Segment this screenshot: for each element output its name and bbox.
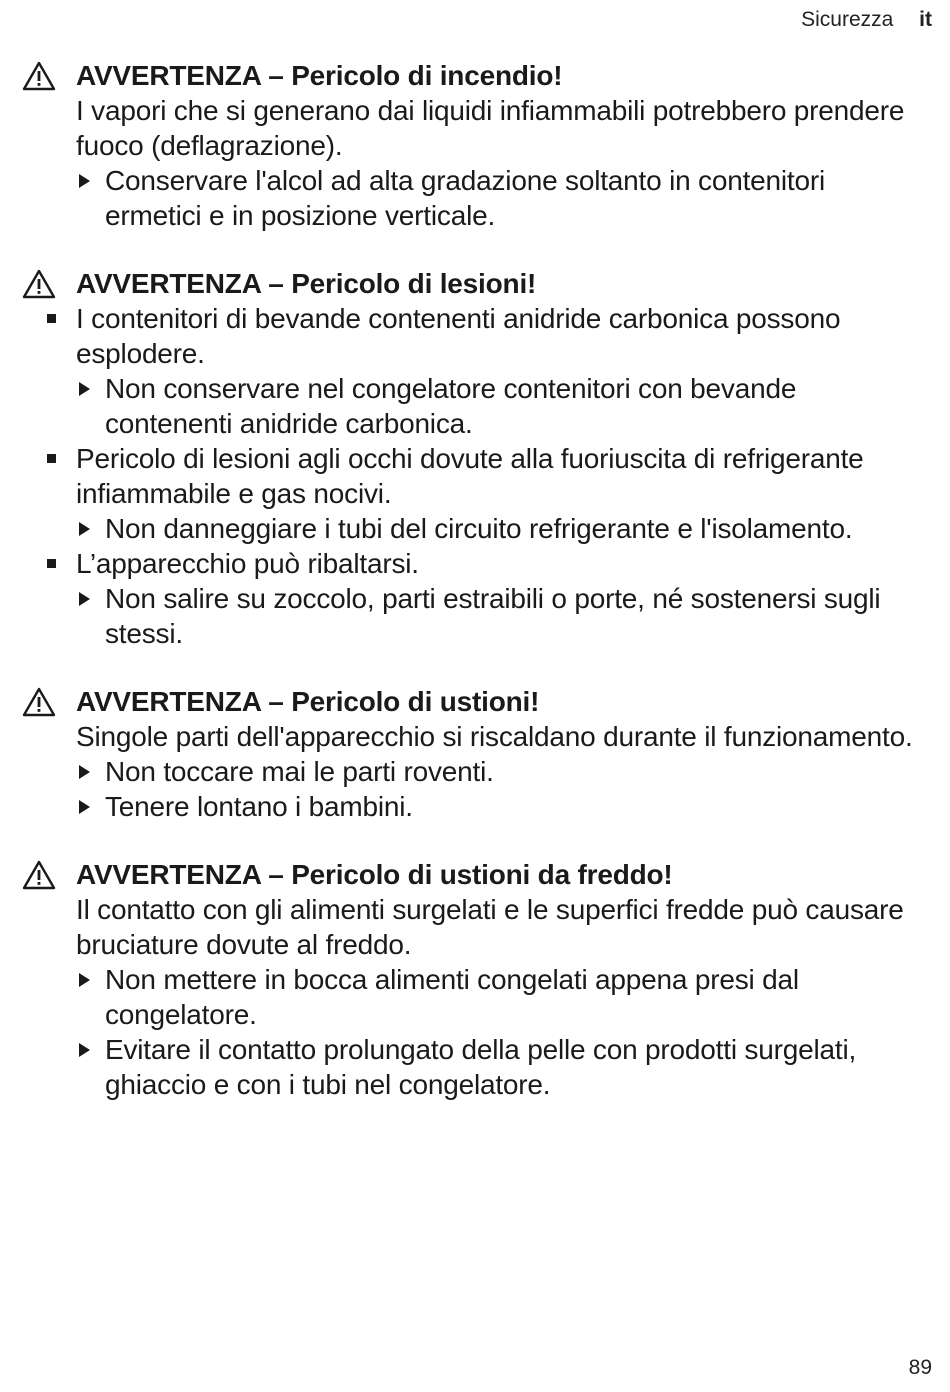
bullet-text: I contenitori di bevande contenenti anidride carbonica possono esplodere. (76, 303, 841, 369)
action-text: Non conservare nel congelatore contenitori con bevande contenenti anidride carbonica. (105, 373, 797, 439)
page-number: 89 (908, 1356, 932, 1379)
warning-title: AVVERTENZA – Pericolo di ustioni da freddo! (76, 859, 673, 890)
arrow-bullet-icon (79, 973, 90, 987)
arrow-bullet-icon (79, 800, 90, 814)
warning-fire (0, 58, 950, 233)
action-item (105, 511, 928, 546)
page-content (0, 58, 950, 1135)
action-item (105, 1032, 928, 1102)
square-bullet-icon (47, 314, 56, 323)
warning-triangle-icon (22, 61, 56, 91)
warning-title: AVVERTENZA – Pericolo di lesioni! (76, 268, 537, 299)
action-text: Non danneggiare i tubi del circuito refrigerante e l'isolamento. (105, 513, 853, 544)
bullet-text: Pericolo di lesioni agli occhi dovute alla fuoriuscita di refrigerante infiammabile e gas nocivi. (76, 443, 864, 509)
arrow-bullet-icon (79, 765, 90, 779)
action-text: Evitare il contatto prolungato della pelle con prodotti surgelati, ghiaccio e con i tubi nel congelatore. (105, 1034, 857, 1100)
action-item (105, 789, 928, 824)
warning-triangle-icon (22, 269, 56, 299)
running-header (801, 8, 932, 32)
action-text: Conservare l'alcol ad alta gradazione soltanto in contenitori ermetici e in posizione verticale. (105, 165, 826, 231)
arrow-bullet-icon (79, 1043, 90, 1057)
language-code: it (919, 8, 932, 31)
warning-burns (0, 684, 950, 824)
action-text: Non mettere in bocca alimenti congelati appena presi dal congelatore. (105, 964, 799, 1030)
arrow-bullet-icon (79, 592, 90, 606)
square-bullet-icon (47, 454, 56, 463)
list-item (76, 301, 928, 371)
action-item (105, 163, 928, 233)
action-text: Tenere lontano i bambini. (105, 791, 413, 822)
warning-triangle-icon (22, 687, 56, 717)
bullet-text: L’apparecchio può ribaltarsi. (76, 548, 419, 579)
warning-text: Il contatto con gli alimenti surgelati e le superfici fredde può causare bruciature dovute al freddo. (76, 894, 904, 960)
list-item (76, 546, 928, 581)
square-bullet-icon (47, 559, 56, 568)
action-item (105, 754, 928, 789)
arrow-bullet-icon (79, 522, 90, 536)
list-item (76, 441, 928, 511)
warning-cold-burns (0, 857, 950, 1102)
arrow-bullet-icon (79, 382, 90, 396)
arrow-bullet-icon (79, 174, 90, 188)
warning-text: I vapori che si generano dai liquidi infiammabili potrebbero prendere fuoco (deflagrazione). (76, 95, 905, 161)
action-item (105, 371, 928, 441)
action-text: Non toccare mai le parti roventi. (105, 756, 494, 787)
warning-title: AVVERTENZA – Pericolo di incendio! (76, 60, 563, 91)
warning-title: AVVERTENZA – Pericolo di ustioni! (76, 686, 540, 717)
section-title: Sicurezza (801, 8, 894, 31)
warning-injury (0, 266, 950, 651)
action-item (105, 962, 928, 1032)
warning-text: Singole parti dell'apparecchio si riscaldano durante il funzionamento. (76, 721, 913, 752)
action-item (105, 581, 928, 651)
warning-triangle-icon (22, 860, 56, 890)
action-text: Non salire su zoccolo, parti estraibili o porte, né sostenersi sugli stessi. (105, 583, 881, 649)
